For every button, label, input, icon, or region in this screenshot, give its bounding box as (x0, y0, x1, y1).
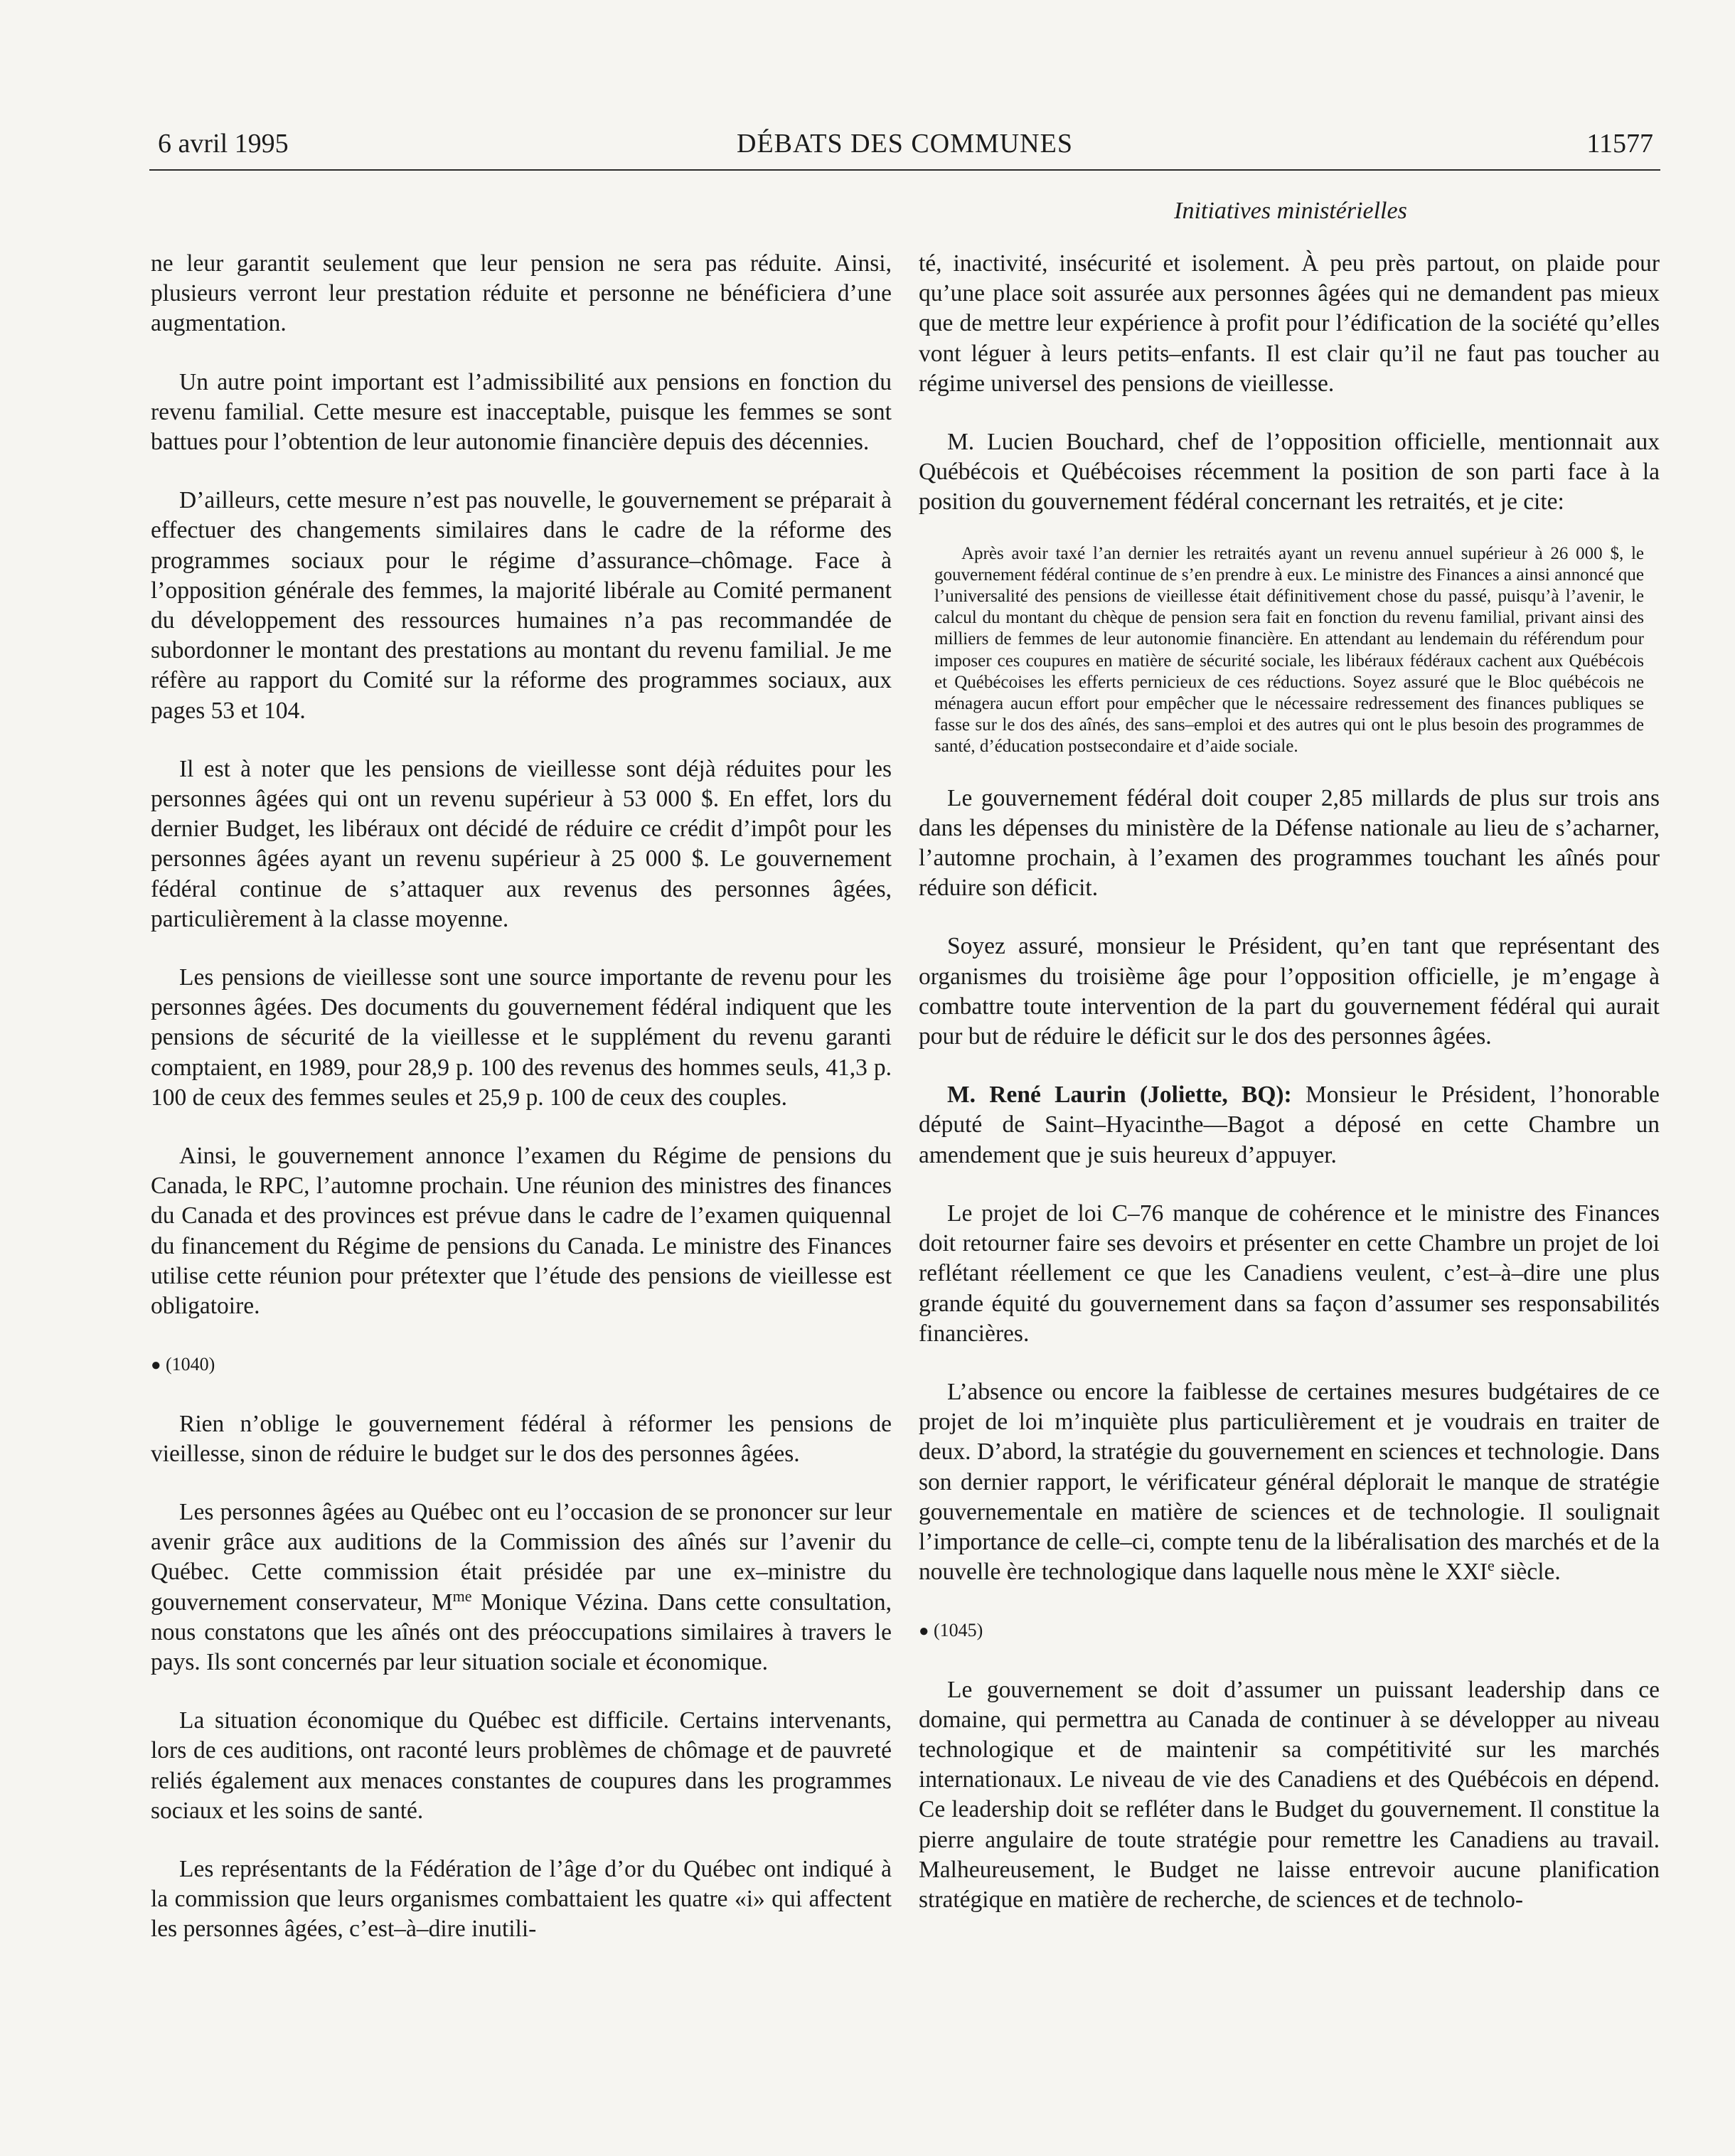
paragraph-text: L’absence ou encore la faiblesse de certaines mesures budgétaires de ce projet de loi m’inquiète plus particulièrement et je voudrais en traiter de deux. D’abord, la stratégie du gouvernement en sciences et technologie. Dans son dernier rapport, le vérificateur général déplorait le manque de stratégie gouvernementale en matière de sciences et de technologie. Il soulignait l’importance de celle–ci, compte tenu de la libéralisation des marchés et de la nouvelle ère technologique dans laquelle nous mène le XXI (919, 1378, 1660, 1586)
paragraph: Le gouvernement se doit d’assumer un puissant leadership dans ce domaine, qui permettra au Canada de continuer à se développer au niveau technologique et de maintenir sa compétitivité sur les marchés internationaux. Le niveau de vie des Canadiens et des Québécois en dépend. Ce leadership doit se refléter dans le Budget du gouvernement. Il constitue la pierre angulaire de toute stratégie pour remettre les Canadiens au travail. Malheureusement, le Budget ne laisse entrevoir aucune planification stratégique en matière de recherche, de sciences et de technolo- (919, 1676, 1660, 1913)
paragraph: Les représentants de la Fédération de l’âge d’or du Québec ont indiqué à la commission que leurs organismes combattaient les quatre «i» qui affectent les personnes âgées, c’est–à–dire inutili- (151, 1855, 892, 1943)
paragraph: té, inactivité, insécurité et isolement. À peu près partout, on plaide pour qu’une place soit assurée aux personnes âgées qui ne demandent pas mieux que de mettre leur expérience à profit pour l’édification de la société qu’elles vont léguer à leurs petits–enfants. Il est clair qu’il ne faut pas toucher au régime universel des pensions de vieillesse. (919, 250, 1660, 397)
paragraph: Les pensions de vieillesse sont une source importante de revenu pour les personnes âgées. Des documents du gouvernement fédéral indiquent que les pensions de sécurité de la vieillesse et le supplément du revenu garanti comptaient, en 1989, pour 28,9 p. 100 des revenus des hommes seuls, 41,3 p. 100 de ceux des femmes seules et 25,9 p. 100 de ceux des couples. (151, 964, 892, 1111)
header-date: 6 avril 1995 (158, 129, 289, 159)
paragraph: ne leur garantit seulement que leur pension ne sera pas réduite. Ainsi, plusieurs verront leur prestation réduite et personne ne bénéficiera d’une augmentation. (151, 250, 892, 337)
paragraph: Il est à noter que les pensions de vieillesse sont déjà réduites pour les personnes âgées qui ont un revenu supérieur à 53 000 $. En effet, lors du dernier Budget, les libéraux ont décidé de réduire ce crédit d’impôt pour les personnes âgées ayant un revenu supérieur à 25 000 $. Le gouvernement fédéral continue de s’attaquer aux revenus des personnes âgées, particulièrement à la classe moyenne. (151, 755, 892, 932)
timestamp-text: (1045) (934, 1620, 983, 1641)
right-column (919, 249, 1660, 1943)
paragraph: Le projet de loi C–76 manque de cohérence et le ministre des Finances doit retourner faire ses devoirs et présenter en cette Chambre un projet de loi reflétant réellement ce que les Canadiens veulent, c’est–à–dire une plus grande équité du gouvernement dans sa façon d’assumer ses responsabilités financières. (919, 1200, 1660, 1347)
paragraph (919, 1377, 1660, 1587)
timestamp-text: (1040) (166, 1354, 215, 1375)
paragraph (151, 1498, 892, 1677)
paragraph-text: siècle. (1494, 1559, 1561, 1586)
speaker-name: M. René Laurin (Joliette, BQ): (947, 1082, 1292, 1109)
paragraph: D’ailleurs, cette mesure n’est pas nouvelle, le gouvernement se préparait à effectuer des changements similaires dans le cadre de la réforme des programmes sociaux pour le régime d’assurance–chômage. Face à l’opposition générale des femmes, la majorité libérale au Comité permanent du développement des ressources humaines n’a pas recommandée de subordonner le montant des prestations au montant du revenu familial. Je me réfère au rapport du Comité sur la réforme des programmes sociaux, aux pages 53 et 104. (151, 487, 892, 724)
paragraph: Rien n’oblige le gouvernement fédéral à réformer les pensions de vieillesse, sinon de réduire le budget sur le dos des personnes âgées. (151, 1410, 892, 1467)
paragraph (919, 1080, 1660, 1170)
bullet-icon: ● (151, 1356, 161, 1375)
bullet-icon: ● (919, 1622, 929, 1641)
timestamp (151, 1350, 892, 1380)
superscript: e (1488, 1556, 1495, 1574)
paragraph-text: Monique Vézina. Dans cette consultation, nous constatons que les aînés ont des préoccupations similaires à travers le pays. Ils sont concernés par leur situation sociale et économique. (151, 1589, 892, 1675)
paragraph: Le gouvernement fédéral doit couper 2,85 millards de plus sur trois ans dans les dépenses du ministère de la Défense nationale au lieu de s’acharner, l’automne prochain, à l’examen des programmes touchant les aînés pour réduire son déficit. (919, 784, 1660, 902)
paragraph: M. Lucien Bouchard, chef de l’opposition officielle, mentionnait aux Québécois et Québécoises récemment la position de son parti face à la position du gouvernement fédéral concernant les retraités, et je cite: (919, 429, 1660, 516)
header-page-number: 11577 (1586, 129, 1653, 159)
timestamp (919, 1616, 1660, 1646)
paragraph-text: Monsieur le Président, l’honorable député de Saint–Hyacinthe—Bagot a déposé en cette Chambre un amendement que je suis heureux d’appuyer. (919, 1082, 1660, 1168)
paragraph: La situation économique du Québec est difficile. Certains intervenants, lors de ces auditions, ont raconté leurs problèmes de chômage et de pauvreté reliés également aux menaces constantes de coupures dans les programmes sociaux et les soins de santé. (151, 1707, 892, 1824)
paragraph-text: Les personnes âgées au Québec ont eu l’occasion de se prononcer sur leur avenir grâce aux auditions de la Commission des aînés sur l’avenir du Québec. Cette commission était présidée par une ex–ministre du gouvernement conservateur, M (151, 1498, 892, 1616)
paragraph: Un autre point important est l’admissibilité aux pensions en fonction du revenu familial. Cette mesure est inacceptable, puisque les femmes se sont battues pour l’obtention de leur autonomie financière depuis des décennies. (151, 368, 892, 456)
page-header (149, 119, 1660, 171)
left-column (151, 249, 892, 1973)
header-title: DÉBATS DES COMMUNES (737, 129, 1073, 159)
paragraph: Soyez assuré, monsieur le Président, qu’en tant que représentant des organismes du troisième âge pour l’opposition officielle, je m’engage à combattre toute intervention de la part du gouvernement fédéral qui aurait pour but de réduire le déficit sur le dos des personnes âgées. (919, 933, 1660, 1050)
paragraph: Ainsi, le gouvernement annonce l’examen du Régime de pensions du Canada, le RPC, l’automne prochain. Une réunion des ministres des finances du Canada et des provinces est prévue dans le cadre de l’examen quiquennal du financement du Régime de pensions du Canada. Le ministre des Finances utilise cette réunion pour prétexter que l’étude des pensions de vieillesse est obligatoire. (151, 1143, 892, 1320)
block-quote: Après avoir taxé l’an dernier les retraités ayant un revenu annuel supérieur à 26 000 $, le gouvernement fédéral continue de s’en prendre à eux. Le ministre des Finances a ainsi annoncé que l’universalité des pensions de vieillesse était définitivement chose du passé, puisqu’à l’avenir, le calcul du montant du chèque de pension sera fait en fonction du revenu familial, privant ainsi des milliers de femmes de leur autonomie financière. En attendant au lendemain du référendum pour imposer ces coupures en matière de sécurité sociale, les libéraux fédéraux cachent aux Québécois et Québécoises les efferts pernicieux de ces réductions. Soyez assuré que le Bloc québécois ne ménagera aucun effort pour empêcher que le nécessaire redressement des finances publiques se fasse sur le dos des aînés, des sans–emploi et des autres qui ont le plus besoin des programmes de santé, d’éducation postsecondaire et d’aide sociale. (934, 543, 1644, 757)
section-title: Initiatives ministérielles (1174, 198, 1407, 224)
superscript: me (452, 1586, 472, 1605)
